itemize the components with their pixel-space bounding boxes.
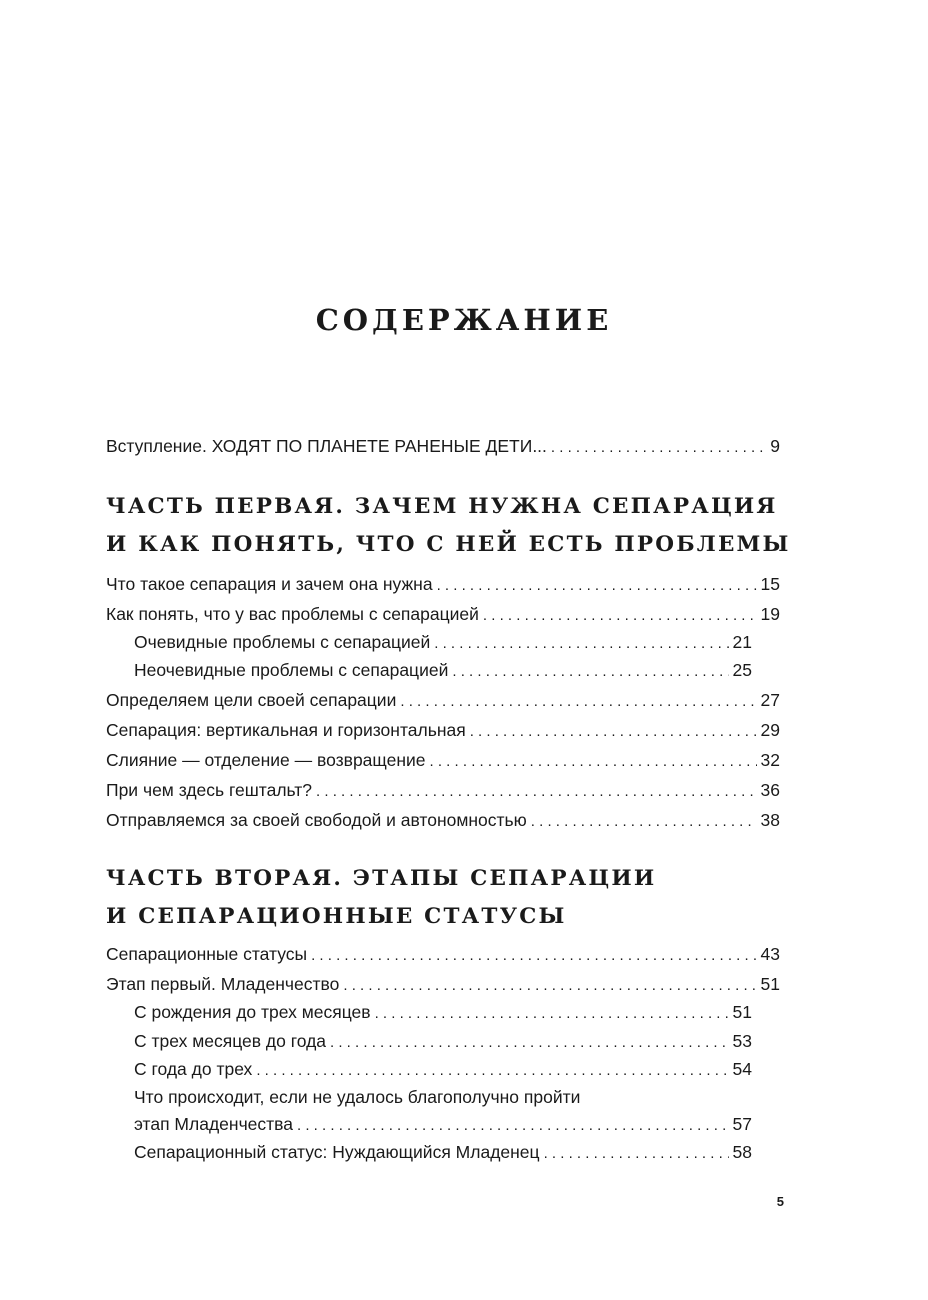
part-heading-line: ЧАСТЬ ВТОРАЯ. ЭТАПЫ СЕПАРАЦИИ (106, 866, 657, 891)
toc-entry-label: Неочевидные проблемы с сепарацией (134, 660, 449, 680)
toc-entry-label: Как понять, что у вас проблемы с сепарацией (106, 604, 479, 624)
toc-subentry (134, 1027, 780, 1055)
toc-entry (106, 570, 780, 598)
dot-leader (311, 942, 756, 970)
part-heading-line: И КАК ПОНЯТЬ, ЧТО С НЕЙ ЕСТЬ ПРОБЛЕМЫ (106, 532, 791, 557)
dot-leader (483, 602, 757, 630)
toc-entry (106, 686, 780, 714)
dot-leader (452, 658, 728, 686)
toc-entry-label: Определяем цели своей сепарации (106, 690, 397, 710)
toc-entry (106, 970, 780, 998)
toc-entry-label: Слияние — отделение — возвращение (106, 750, 426, 770)
toc-page-number: 36 (760, 780, 780, 800)
toc-page-number: 58 (732, 1142, 752, 1162)
toc-entry-intro (106, 432, 780, 460)
dot-leader (470, 718, 757, 746)
toc-subentry (134, 998, 780, 1026)
toc-entry-label: Очевидные проблемы с сепарацией (134, 632, 431, 652)
part-heading-1 (106, 488, 806, 564)
dot-leader (437, 572, 757, 600)
part-heading-line: ЧАСТЬ ПЕРВАЯ. ЗАЧЕМ НУЖНА СЕПАРАЦИЯ (106, 494, 778, 519)
dot-leader (434, 630, 728, 658)
toc-page-number: 9 (770, 436, 780, 456)
toc-entry (106, 600, 780, 628)
toc-page-number: 54 (732, 1059, 752, 1079)
dot-leader (544, 1140, 729, 1168)
dot-leader (297, 1112, 729, 1140)
toc-page-number: 51 (732, 1002, 752, 1022)
toc-entry-label: С года до трех (134, 1059, 253, 1079)
toc-page-number: 51 (760, 974, 780, 994)
part-heading-line: И СЕПАРАЦИОННЫЕ СТАТУСЫ (106, 904, 567, 929)
toc-entry (106, 806, 780, 834)
toc-page-number: 15 (760, 574, 780, 594)
toc-entry-label: Сепарационный статус: Нуждающийся Младенец (134, 1142, 540, 1162)
part-heading-2 (106, 860, 806, 936)
toc-page-number: 29 (760, 720, 780, 740)
toc-entry-label: С трех месяцев до года (134, 1031, 327, 1051)
page-number-folio: 5 (776, 1194, 784, 1209)
toc-entry (106, 940, 780, 968)
toc-page-number: 53 (732, 1031, 752, 1051)
toc-page-number: 19 (760, 604, 780, 624)
dot-leader (256, 1057, 728, 1085)
toc-entry (106, 746, 780, 774)
toc-page-number: 38 (760, 810, 780, 830)
toc-subentry (134, 1110, 780, 1138)
toc-entry-label: Что такое сепарация и зачем она нужна (106, 574, 433, 594)
toc-page-number: 25 (732, 660, 752, 680)
toc-page-number: 21 (732, 632, 752, 652)
toc-entry-label: Сепарация: вертикальная и горизонтальная (106, 720, 466, 740)
dot-leader (531, 808, 757, 836)
toc-entry-label: Вступление. ХОДЯТ ПО ПЛАНЕТЕ РАНЕНЫЕ ДЕТИ... (106, 436, 547, 456)
page-title: СОДЕРЖАНИЕ (315, 303, 613, 337)
toc-page-number: 32 (760, 750, 780, 770)
dot-leader (330, 1029, 729, 1057)
toc-entry-label: При чем здесь гештальт? (106, 780, 313, 800)
toc-subentry (134, 1138, 780, 1166)
dot-leader (316, 778, 756, 806)
toc-page-number: 27 (760, 690, 780, 710)
toc-entry (106, 716, 780, 744)
dot-leader (400, 688, 756, 716)
toc-entry (106, 776, 780, 804)
dot-leader (343, 972, 756, 1000)
toc-page-number: 43 (760, 944, 780, 964)
toc-subentry (134, 1055, 780, 1083)
toc-page-number: 57 (732, 1114, 752, 1134)
dot-leader (430, 748, 757, 776)
dot-leader (551, 434, 766, 462)
dot-leader (375, 1000, 729, 1028)
toc-entry-label: этап Младенчества (134, 1114, 294, 1134)
toc-subentry (134, 628, 780, 656)
toc-entry-label: Отправляемся за своей свободой и автономностью (106, 810, 527, 830)
toc-entry-label: Сепарационные статусы (106, 944, 308, 964)
toc-entry-label: Этап первый. Младенчество (106, 974, 340, 994)
toc-entry-label: С рождения до трех месяцев (134, 1002, 371, 1022)
toc-subentry-wrapped-line: Что происходит, если не удалось благополучно пройти (134, 1087, 581, 1107)
toc-subentry (134, 656, 780, 684)
